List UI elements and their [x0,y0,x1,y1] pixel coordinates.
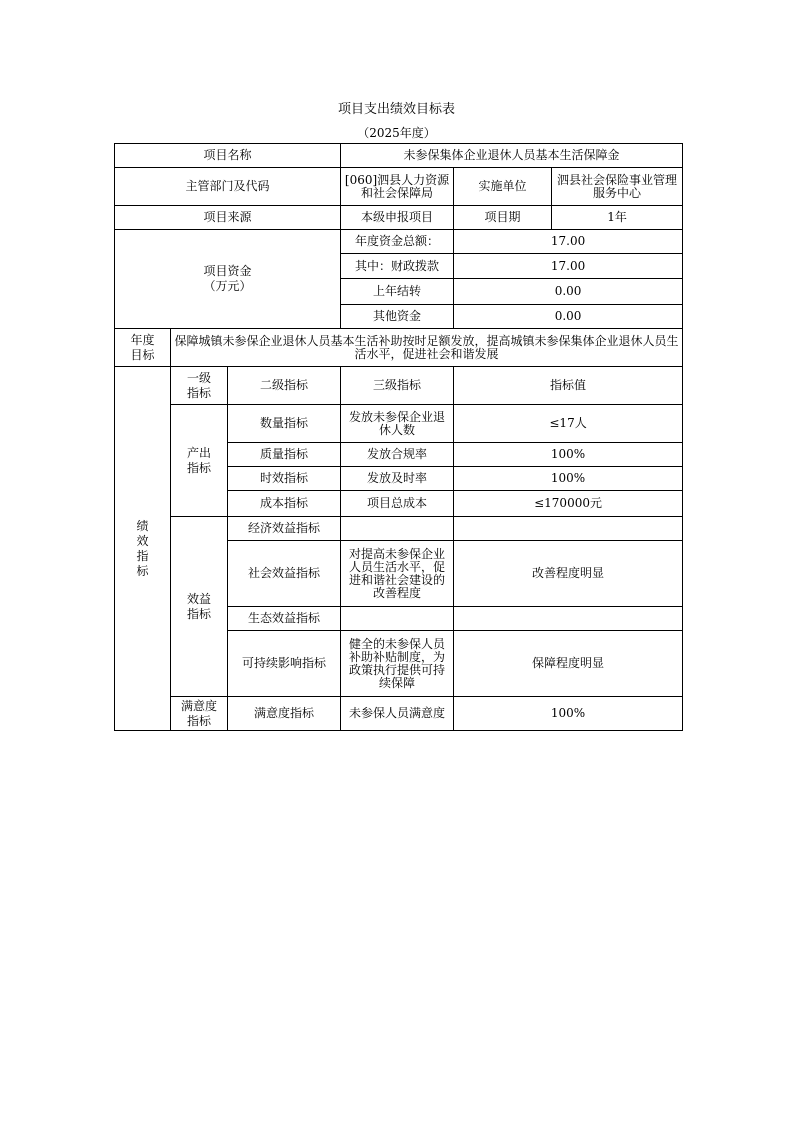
indicator-row [115,405,683,443]
project-period-label: 项目期 [454,206,552,230]
performance-indicators-label-text: 绩效指标 [136,518,149,578]
indicator-header-row [115,367,683,405]
output-indicators-label-text: 产出指标 [186,445,211,475]
department-label: 主管部门及代码 [115,168,341,206]
funds-total-label: 年度资金总额： [341,230,454,254]
satisfaction-indicators-label [171,697,228,731]
project-source-value: 本级申报项目 [341,206,454,230]
funds-carryover-label: 上年结转 [341,279,454,305]
indicator-level2: 满意度指标 [228,697,341,731]
annual-goal-label-text: 年度目标 [130,332,155,362]
indicator-value: 保障程度明显 [454,631,683,697]
indicator-level2: 可持续影响指标 [228,631,341,697]
header-value: 指标值 [454,367,683,405]
indicator-value: 100% [454,443,683,467]
indicator-level2: 生态效益指标 [228,607,341,631]
indicator-level3 [341,607,454,631]
indicator-level2: 数量指标 [228,405,341,443]
funds-other-label: 其他资金 [341,305,454,329]
annual-goal-row [115,329,683,367]
funds-total-row [115,230,683,254]
project-period-value: 1年 [552,206,683,230]
satisfaction-indicators-label-text: 满意度指标 [180,698,217,728]
performance-target-table [114,143,683,731]
page-title: 项目支出绩效目标表 [337,102,455,117]
indicator-level2: 社会效益指标 [228,541,341,607]
project-source-label: 项目来源 [115,206,341,230]
benefit-indicators-label [171,517,228,697]
indicator-level2: 成本指标 [228,491,341,517]
indicator-level3: 发放未参保企业退休人数 [341,405,454,443]
department-row [115,168,683,206]
indicator-value: 100% [454,467,683,491]
indicator-row [115,517,683,541]
indicator-value: ≤170000元 [454,491,683,517]
output-indicators-label [171,405,228,517]
indicator-row [115,697,683,731]
project-name-row [115,144,683,168]
indicator-value [454,607,683,631]
funds-fiscal-label: 其中：财政拨款 [341,254,454,279]
indicator-level3: 发放及时率 [341,467,454,491]
page-subtitle: （2025年度） [357,126,436,140]
funds-fiscal-value: 17.00 [454,254,683,279]
indicator-level3: 健全的未参保人员补助补贴制度，为政策执行提供可持续保障 [341,631,454,697]
implementing-unit-value: 泗县社会保险事业管理服务中心 [552,168,683,206]
header-level1-text: 一级指标 [186,370,211,400]
indicator-value [454,517,683,541]
funds-other-value: 0.00 [454,305,683,329]
header-level2: 二级指标 [228,367,341,405]
implementing-unit-label: 实施单位 [454,168,552,206]
annual-goal-text: 保障城镇未参保企业退休人员基本生活补助按时足额发放，提高城镇未参保集体企业退休人员生活水平，促进社会和谐发展 [171,329,683,367]
performance-indicators-label [115,367,171,731]
indicator-level3 [341,517,454,541]
benefit-indicators-label-text: 效益指标 [186,591,211,621]
indicator-level3: 对提高未参保企业人员生活水平，促进和谐社会建设的改善程度 [341,541,454,607]
project-name-label: 项目名称 [115,144,341,168]
header-level3: 三级指标 [341,367,454,405]
indicator-level3: 未参保人员满意度 [341,697,454,731]
indicator-level3: 项目总成本 [341,491,454,517]
project-name-value: 未参保集体企业退休人员基本生活保障金 [341,144,683,168]
indicator-value: 100% [454,697,683,731]
indicator-level2: 经济效益指标 [228,517,341,541]
funds-total-value: 17.00 [454,230,683,254]
project-source-row [115,206,683,230]
funds-carryover-value: 0.00 [454,279,683,305]
department-value: [060]泗县人力资源和社会保障局 [341,168,454,206]
indicator-value: ≤17人 [454,405,683,443]
indicator-level2: 时效指标 [228,467,341,491]
header-level1 [171,367,228,405]
indicator-level2: 质量指标 [228,443,341,467]
funds-label-text: 项目资金（万元） [203,264,252,293]
annual-goal-label [115,329,171,367]
indicator-value: 改善程度明显 [454,541,683,607]
project-funds-label [115,230,341,329]
indicator-level3: 发放合规率 [341,443,454,467]
